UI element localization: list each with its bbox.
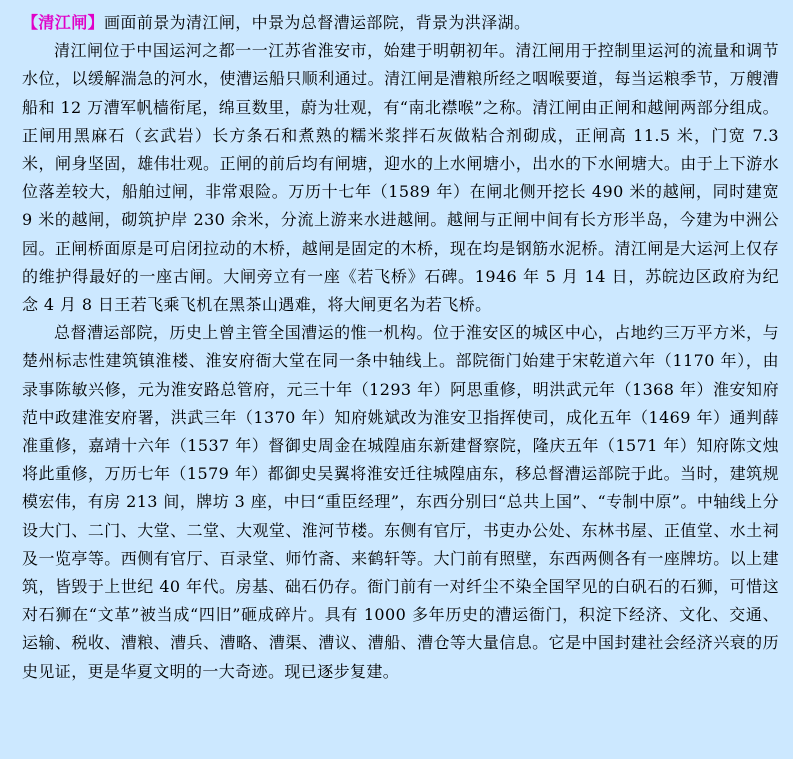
paragraph-caoyun-office: 总督漕运部院，历史上曾主管全国漕运的惟一机构。位于淮安区的城区中心，占地约三万平方米，与楚州标志性建筑镇淮楼、淮安府衙大堂在同一条中轴线上。部院衙门始建于宋乾道六年（1170 年），由录事陈敏兴修，元为淮安路总管府，元三十年（1293 年）阿思重修，明洪武元年（1368 年）淮安知府范中政建淮安府署，洪武三年（1370 年）知府姚斌改为淮安卫指挥使司，成化五年（1469 年）通判薛准重修，嘉靖十六年（1537 年）督御史周金在城隍庙东新建督察院，隆庆五年（1571 年）知府陈文烛将此重修，万历七年（1579 年）都御史吴翼将淮安迁往城隍庙东，移总督漕运部院于此。当时，建筑规模宏伟，有房 213 间，牌坊 3 座，中曰“重臣经理”，东西分别曰“总共上国”、“专制中原”。中轴线上分设大门、二门、大堂、二堂、大观堂、淮河节楼。东侧有官厅，书吏办公处、东林书屋、正值堂、水土祠及一览亭等。西侧有官厅、百录堂、师竹斋、来鹤轩等。大门前有照壁，东西两侧各有一座牌坊。以上建筑，皆毁于上世纪 40 年代。房基、础石仍存。衙门前有一对纤尘不染全国罕见的白矾石的石狮，可惜这对石狮在“文革”被当成“四旧”砸成碎片。具有 1000 多年历史的漕运衙门，积淀下经济、文化、交通、运输、税收、漕粮、漕兵、漕略、漕渠、漕议、漕船、漕仓等大量信息。它是中国封建社会经济兴衰的历史见证，更是华夏文明的一大奇迹。现已逐步复建。	[22, 323, 779, 681]
caption-text: 画面前景为清江闸，中景为总督漕运部院，背景为洪泽湖。	[104, 13, 531, 32]
caption-line	[22, 9, 779, 37]
paragraph-qingjiang-lock: 清江闸位于中国运河之都一一江苏省淮安市，始建于明朝初年。清江闸用于控制里运河的流量和调节水位，以缓解湍急的河水，使漕运船只顺利通过。清江闸是漕粮所经之咽喉要道，每当运粮季节，万艘漕船和 12 万漕军帆樯衔尾，绵亘数里，蔚为壮观，有“南北襟喉”之称。清江闸由正闸和越闸两部分组成。正闸用黑麻石（玄武岩）长方条石和煮熟的糯米浆拌石灰做粘合剂砌成，正闸高 11.5 米，门宽 7.3 米，闸身坚固，雄伟壮观。正闸的前后均有闸塘，迎水的上水闸塘小，出水的下水闸塘大。由于上下游水位落差较大，船舶过闸，非常艰险。万历十七年（1589 年）在闸北侧开挖长 490 米的越闸，同时建宽 9 米的越闸，砌筑护岸 230 余米，分流上游来水进越闸。越闸与正闸中间有长方形半岛，今建为中洲公园。正闸桥面原是可启闭拉动的木桥，越闸是固定的木桥，现在均是钢筋水泥桥。清江闸是大运河上仅存的维护得最好的一座古闸。大闸旁立有一座《若飞桥》石碑。1946 年 5 月 14 日，苏皖边区政府为纪念 4 月 8 日王若飞乘飞机在黑茶山遇难，将大闸更名为若飞桥。	[22, 41, 779, 315]
caption-tag: 【清江闸】	[22, 13, 105, 32]
